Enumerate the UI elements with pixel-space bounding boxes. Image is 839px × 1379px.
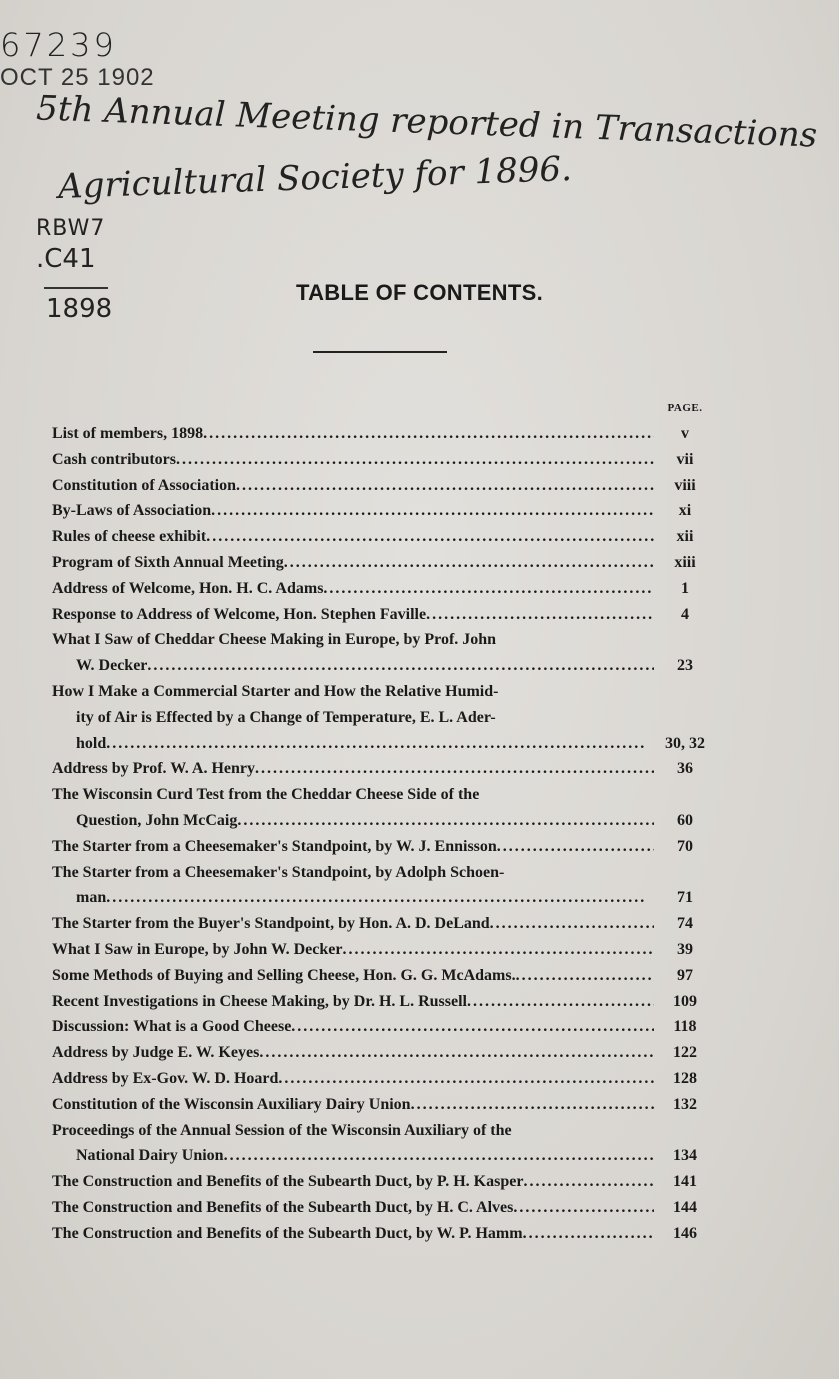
toc-page-number: 118 bbox=[673, 1018, 697, 1036]
toc-entry-title: The Construction and Benefits of the Subearth Duct, by H. C. Alves bbox=[52, 1199, 514, 1216]
toc-entry-title: What I Saw in Europe, by John W. Decker bbox=[52, 941, 343, 958]
toc-page-number: 144 bbox=[673, 1199, 697, 1216]
toc-page-number: 70 bbox=[677, 837, 693, 855]
toc-entry-title: Address by Ex-Gov. W. D. Hoard bbox=[52, 1070, 279, 1087]
toc-entry-title: Question, John McCaig bbox=[76, 812, 238, 829]
toc-entry-line bbox=[52, 989, 654, 1015]
toc-entry-title: Address by Judge E. W. Keyes bbox=[52, 1044, 260, 1062]
handwritten-note-line1: 5th Annual Meeting reported in Transactions bbox=[35, 88, 818, 156]
toc-entry-title: What I Saw of Cheddar Cheese Making in Europe, by Prof. John bbox=[52, 631, 497, 649]
toc-page-number: 30, 32 bbox=[665, 734, 705, 752]
toc-entry-title: The Starter from a Cheesemaker's Standpoint, by W. J. Ennisson bbox=[52, 837, 497, 855]
toc-entry-line bbox=[52, 627, 662, 653]
toc-page-number: xiii bbox=[674, 554, 696, 571]
leader-dots bbox=[497, 834, 654, 860]
toc-entry-line bbox=[76, 808, 654, 834]
toc-entry-title: Program of Sixth Annual Meeting bbox=[52, 554, 284, 571]
toc-entry-line bbox=[52, 498, 654, 524]
toc-entry-line bbox=[52, 421, 654, 447]
title-divider bbox=[313, 351, 447, 353]
toc-entry-line bbox=[52, 1014, 654, 1040]
toc-entry-line bbox=[52, 834, 654, 860]
leader-dots bbox=[342, 937, 654, 963]
leader-dots bbox=[224, 1143, 654, 1169]
toc-page-number: 128 bbox=[673, 1070, 697, 1087]
toc-entry-line bbox=[52, 1221, 654, 1247]
toc-entry-title: The Construction and Benefits of the Subearth Duct, by W. P. Hamm bbox=[52, 1224, 523, 1242]
date-stamp: OCT 25 1902 bbox=[0, 64, 155, 91]
toc-entry-title: hold bbox=[76, 734, 107, 752]
toc-page-number: xi bbox=[678, 502, 692, 520]
toc-page-number: 36 bbox=[677, 760, 693, 778]
toc-entry-title: Response to Address of Welcome, Hon. Stephen Faville bbox=[52, 605, 427, 623]
toc-page-number: 141 bbox=[673, 1173, 697, 1191]
toc-entry-title: man bbox=[76, 889, 107, 907]
toc-page-number: 60 bbox=[677, 812, 693, 829]
toc-entry-title: ity of Air is Effected by a Change of Temperature, E. L. Ader- bbox=[76, 708, 496, 726]
toc-entry-line bbox=[52, 911, 654, 937]
toc-entry-title: National Dairy Union bbox=[76, 1147, 224, 1165]
leader-dots bbox=[237, 808, 654, 834]
leader-dots bbox=[490, 911, 654, 937]
toc-entry-line bbox=[52, 756, 654, 782]
toc-entry-line bbox=[52, 524, 654, 550]
leader-dots bbox=[236, 473, 654, 499]
leader-dots bbox=[106, 885, 654, 911]
toc-entry-title: Proceedings of the Annual Session of the Wisconsin Auxiliary of the bbox=[52, 1121, 512, 1139]
accession-number: 67239 bbox=[0, 26, 117, 64]
toc-entry-title: How I Make a Commercial Starter and How the Relative Humid- bbox=[52, 683, 499, 700]
toc-entry-line bbox=[52, 937, 654, 963]
toc-page-number: 109 bbox=[673, 992, 697, 1010]
toc-entry-title: Constitution of the Wisconsin Auxiliary Dairy Union bbox=[52, 1095, 411, 1113]
leader-dots bbox=[513, 1195, 654, 1221]
toc-page-number: 4 bbox=[681, 605, 689, 623]
leader-dots bbox=[516, 963, 654, 989]
toc-entry-title: The Starter from a Cheesemaker's Standpoint, by Adolph Schoen- bbox=[52, 863, 505, 881]
call-number-line1: RBW7 bbox=[36, 216, 106, 241]
toc-entry-line bbox=[52, 1040, 654, 1066]
leader-dots bbox=[426, 602, 654, 628]
toc-page-number: 74 bbox=[677, 915, 693, 933]
toc-entry-title: Rules of cheese exhibit bbox=[52, 528, 207, 546]
toc-page-number: 39 bbox=[677, 941, 693, 958]
page-title: TABLE OF CONTENTS. bbox=[296, 280, 543, 305]
toc-entry-line bbox=[52, 550, 654, 576]
leader-dots bbox=[106, 731, 654, 757]
toc-entry-line bbox=[52, 1066, 654, 1092]
leader-dots bbox=[259, 1040, 654, 1066]
toc-entry-title: The Starter from the Buyer's Standpoint, by Hon. A. D. DeLand bbox=[52, 915, 490, 933]
toc-entry-title: Recent Investigations in Cheese Making, by Dr. H. L. Russell bbox=[52, 992, 467, 1010]
leader-dots bbox=[523, 1221, 654, 1247]
leader-dots bbox=[284, 550, 654, 576]
leader-dots bbox=[211, 498, 654, 524]
leader-dots bbox=[203, 421, 654, 447]
toc-entry-title: List of members, 1898 bbox=[52, 425, 204, 442]
toc-entry-line bbox=[76, 705, 662, 731]
toc-page-number: 146 bbox=[673, 1224, 697, 1242]
leader-dots bbox=[323, 576, 654, 602]
toc-page-number: 71 bbox=[677, 889, 693, 907]
toc-page-number: 122 bbox=[673, 1044, 697, 1062]
toc-entry-line bbox=[52, 782, 662, 808]
call-number-line3: 1898 bbox=[46, 294, 113, 324]
call-number-line2: .C41 bbox=[36, 244, 96, 274]
leader-dots bbox=[467, 989, 654, 1015]
toc-entry-line bbox=[52, 1195, 654, 1221]
leader-dots bbox=[176, 447, 654, 473]
toc-page-number: 23 bbox=[677, 657, 693, 675]
toc-entry-title: The Wisconsin Curd Test from the Cheddar Cheese Side of the bbox=[52, 786, 480, 804]
leader-dots bbox=[206, 524, 654, 550]
toc-entry-line bbox=[52, 576, 654, 602]
toc-entry-title: The Construction and Benefits of the Subearth Duct, by P. H. Kasper bbox=[52, 1173, 524, 1191]
toc-page-number: 134 bbox=[673, 1147, 697, 1165]
handwritten-note-line2: Agricultural Society for 1896. bbox=[57, 149, 573, 207]
toc-page-number: 97 bbox=[677, 966, 693, 984]
toc-entry-line bbox=[52, 602, 654, 628]
leader-dots bbox=[255, 756, 654, 782]
toc-entry-line bbox=[76, 653, 654, 679]
toc-page-number: 132 bbox=[673, 1095, 697, 1113]
toc-entry-line bbox=[52, 447, 654, 473]
page-column-header: PAGE. bbox=[667, 402, 703, 414]
toc-page-number: 1 bbox=[681, 579, 689, 597]
leader-dots bbox=[147, 653, 654, 679]
toc-page-number: v bbox=[681, 425, 689, 442]
leader-dots bbox=[278, 1066, 654, 1092]
toc-entry-title: Address by Prof. W. A. Henry bbox=[52, 760, 255, 778]
toc-entry-title: Cash contributors bbox=[52, 450, 177, 468]
leader-dots bbox=[291, 1014, 654, 1040]
toc-entry-line bbox=[52, 679, 662, 705]
toc-entry-line bbox=[52, 473, 654, 499]
leader-dots bbox=[523, 1169, 654, 1195]
toc-entry-title: W. Decker bbox=[76, 657, 148, 675]
toc-entry-line bbox=[76, 885, 654, 911]
toc-entry-title: Some Methods of Buying and Selling Cheese, Hon. G. G. McAdams. bbox=[52, 966, 516, 984]
toc-entry-line bbox=[76, 731, 654, 757]
toc-entry-line bbox=[76, 1143, 654, 1169]
toc-page-number: xii bbox=[676, 528, 694, 546]
toc-entry-title: Discussion: What is a Good Cheese bbox=[52, 1018, 292, 1036]
toc-entry-line bbox=[52, 963, 654, 989]
toc-entry-title: Address of Welcome, Hon. H. C. Adams bbox=[52, 579, 324, 597]
toc-entry-title: By-Laws of Association bbox=[52, 502, 212, 520]
toc-entry-line bbox=[52, 1169, 654, 1195]
toc-page-number: viii bbox=[674, 476, 696, 494]
toc-entry-line bbox=[52, 1092, 654, 1118]
toc-entry-title: Constitution of Association bbox=[52, 476, 237, 494]
toc-page-number: vii bbox=[676, 450, 694, 468]
toc-entry-line bbox=[52, 1118, 662, 1144]
leader-dots bbox=[411, 1092, 654, 1118]
toc-entry-line bbox=[52, 860, 662, 886]
